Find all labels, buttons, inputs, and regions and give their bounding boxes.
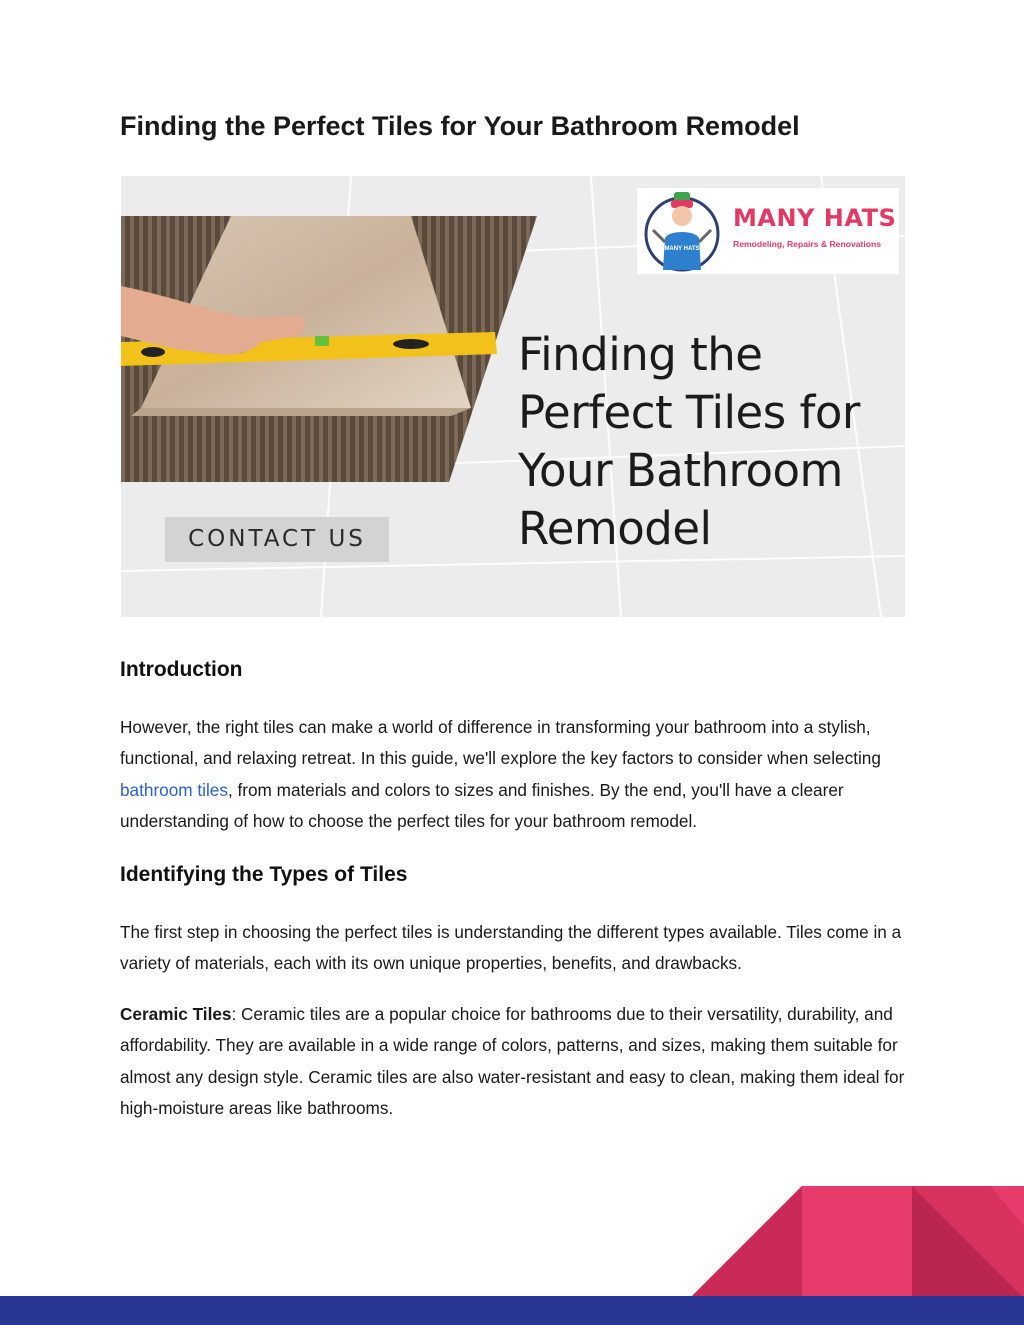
bathroom-tiles-link[interactable]: bathroom tiles — [120, 779, 228, 800]
banner-heading-line: Remodel — [518, 502, 712, 555]
brand-tagline: Remodeling, Repairs & Renovations — [733, 239, 882, 249]
intro-paragraph — [120, 712, 910, 837]
mascot-shirt-text: MANY HATS — [664, 246, 700, 252]
brand-name: MANY HATS — [733, 204, 897, 232]
banner-heading — [518, 326, 898, 558]
contact-us-button: CONTACT US — [165, 517, 389, 562]
hero-banner-image — [121, 176, 905, 617]
banner-heading-line: Finding the — [518, 328, 763, 381]
types-paragraph: The first step in choosing the perfect tiles is understanding the different types available. Tiles come in a variety of materials, each with its own unique properties, benefits, and drawbacks. — [120, 922, 902, 974]
ceramic-paragraph — [120, 999, 910, 1124]
ceramic-label: Ceramic Tiles — [120, 1004, 232, 1024]
intro-text-end: , from materials and colors to sizes and finishes. By the end, you'll have a clearer understanding of how to choose the perfect tiles for your bathroom remodel. — [120, 779, 844, 831]
section-heading-introduction: Introduction — [120, 658, 243, 681]
ceramic-text: : Ceramic tiles are a popular choice for bathrooms due to their versatility, durability, and affordability. They are available in a wide range of colors, patterns, and sizes, making them suitable for almost any design style. Ceramic tiles are also water-resistant and easy to clean, making them ideal for high-moisture areas like bathrooms. — [120, 1004, 905, 1118]
mascot-icon — [641, 190, 723, 272]
banner-heading-line: Your Bathroom — [518, 444, 843, 497]
brand-logo — [637, 188, 899, 274]
section-heading-types: Identifying the Types of Tiles — [120, 863, 408, 886]
page-title: Finding the Perfect Tiles for Your Bathroom Remodel — [120, 111, 800, 141]
footer-decoration — [690, 1186, 1024, 1298]
banner-heading-line: Perfect Tiles for — [518, 386, 860, 439]
footer-band — [0, 1296, 1024, 1325]
intro-text: However, the right tiles can make a world of difference in transforming your bathroom into a stylish, functional, and relaxing retreat. In this guide, we'll explore the key factors to consider when selecting — [120, 717, 881, 769]
